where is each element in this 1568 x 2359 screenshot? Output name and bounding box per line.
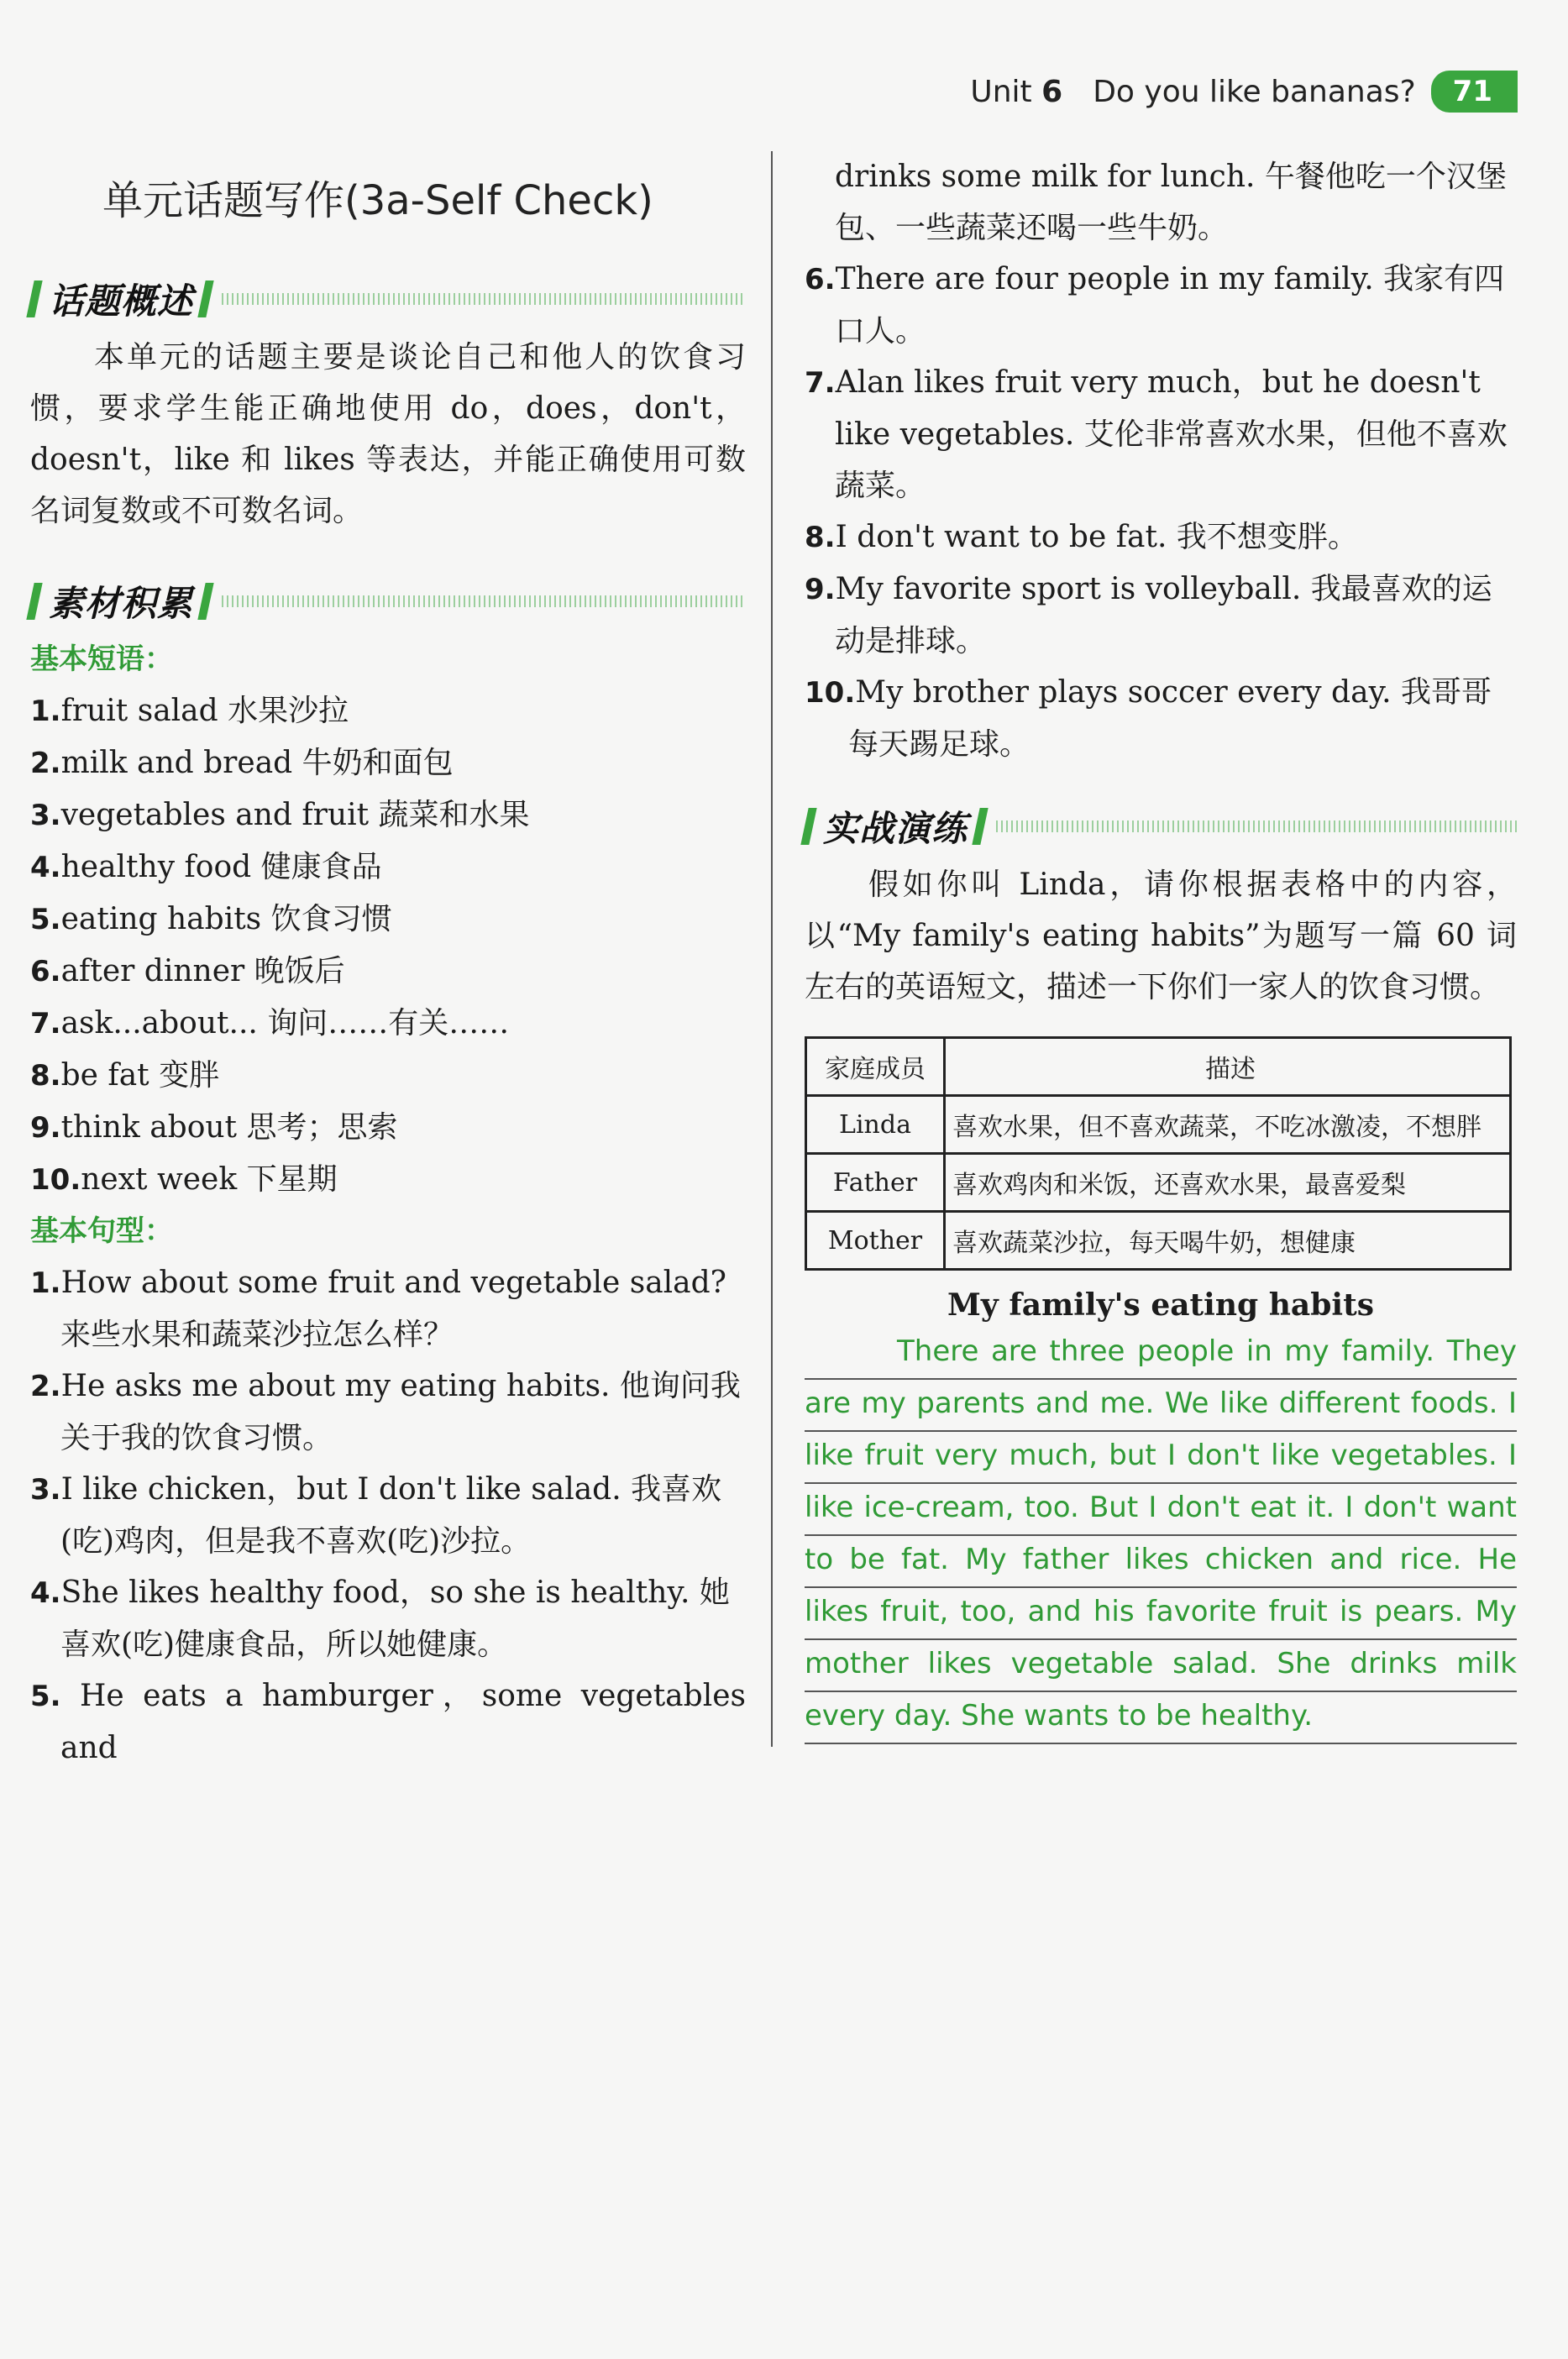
item-number: 10. xyxy=(805,676,856,710)
table-header: 描述 xyxy=(945,1038,1511,1096)
overview-paragraph: 本单元的话题主要是谈论自己和他人的饮食习惯，要求学生能正确地使用 do，does，don't，doesn't，like 和 likes 等表达，并能正确使用可数名词复数或不可数名词。 xyxy=(30,340,746,528)
heading-rule xyxy=(222,595,746,607)
section-heading-materials xyxy=(30,579,746,624)
essay-body xyxy=(805,1328,1517,1744)
list-item xyxy=(30,841,746,894)
page-title: 单元话题写作(3a-Self Check) xyxy=(102,177,653,224)
item-text: My brother plays soccer every day. 我哥哥每天踢足球。 xyxy=(848,675,1492,762)
family-table xyxy=(805,1036,1512,1271)
item-text: eating habits 饮食习惯 xyxy=(60,902,392,936)
list-item xyxy=(30,998,746,1050)
essay-line: mother likes vegetable salad. She drinks milk xyxy=(805,1640,1517,1692)
sentences-label: 基本句型： xyxy=(30,1214,173,1248)
item-number: 2. xyxy=(30,1370,61,1403)
item-number: 8. xyxy=(805,521,836,554)
item-number: 9. xyxy=(805,573,836,606)
list-item xyxy=(30,789,746,841)
item-number: 1. xyxy=(30,695,61,728)
unit-title: Do you like bananas? xyxy=(1093,74,1416,109)
sentence-list-continued xyxy=(805,254,1517,770)
list-item xyxy=(30,894,746,946)
item-text: ask...about... 询问……有关…… xyxy=(60,1006,510,1041)
essay-line: like ice-cream, too. But I don't eat it. I don't want xyxy=(805,1484,1517,1536)
item-number: 8. xyxy=(30,1059,61,1093)
item-number: 7. xyxy=(805,366,836,400)
item-text: He asks me about my eating habits. 他询问我关于我的饮食习惯。 xyxy=(60,1369,741,1455)
section-title: 话题概述 xyxy=(49,280,194,322)
item-text: fruit salad 水果沙拉 xyxy=(60,694,349,728)
left-column xyxy=(30,151,746,1774)
item-number: 10. xyxy=(30,1163,81,1197)
list-item xyxy=(30,1050,746,1102)
list-item xyxy=(30,1464,746,1567)
item-text: There are four people in my family. 我家有四口人。 xyxy=(835,262,1505,349)
table-cell: Mother xyxy=(806,1212,945,1270)
section-heading-practice xyxy=(805,804,1517,849)
table-row xyxy=(806,1096,1511,1154)
table-row xyxy=(806,1154,1511,1212)
heading-bar-icon xyxy=(197,280,213,317)
essay-line: every day. She wants to be healthy. xyxy=(805,1692,1517,1744)
item-number: 7. xyxy=(30,1007,61,1041)
item-text: think about 思考；思索 xyxy=(60,1110,398,1145)
item-text: next week 下星期 xyxy=(81,1162,338,1197)
list-item xyxy=(30,1567,746,1670)
list-item xyxy=(30,1670,746,1774)
table-header-row xyxy=(806,1038,1511,1096)
list-item xyxy=(805,667,1517,770)
list-item xyxy=(805,254,1517,357)
table-cell: 喜欢蔬菜沙拉，每天喝牛奶，想健康 xyxy=(945,1212,1511,1270)
item-text: How about some fruit and vegetable salad? 来些水果和蔬菜沙拉怎么样？ xyxy=(60,1266,726,1352)
unit-number: 6 xyxy=(1041,74,1063,109)
list-item xyxy=(30,1102,746,1154)
essay-line: like fruit very much, but I don't like vegetables. I xyxy=(805,1432,1517,1484)
item-number: 9. xyxy=(30,1111,61,1145)
list-item xyxy=(30,1154,746,1206)
item-number: 3. xyxy=(30,799,61,832)
item-number: 4. xyxy=(30,1576,61,1610)
item-text: vegetables and fruit 蔬菜和水果 xyxy=(60,798,530,832)
table-cell: 喜欢水果，但不喜欢蔬菜，不吃冰激凌，不想胖 xyxy=(945,1096,1511,1154)
list-item xyxy=(30,737,746,789)
item-number: 6. xyxy=(30,955,61,988)
task-paragraph: 假如你叫 Linda，请你根据表格中的内容，以“My family's eating habits”为题写一篇 60 词左右的英语短文，描述一下你们一家人的饮食习惯。 xyxy=(805,868,1517,1004)
essay-title: My family's eating habits xyxy=(947,1287,1374,1323)
item-number: 1. xyxy=(30,1266,61,1300)
item-text: I like chicken，but I don't like salad. 我喜欢(吃)鸡肉，但是我不喜欢(吃)沙拉。 xyxy=(60,1472,722,1559)
table-row xyxy=(806,1212,1511,1270)
heading-bar-icon xyxy=(800,808,816,845)
item-number: 6. xyxy=(805,263,836,296)
phrases-label: 基本短语： xyxy=(30,642,173,676)
table-cell: 喜欢鸡肉和米饭，还喜欢水果，最喜爱梨 xyxy=(945,1154,1511,1212)
item-number: 2. xyxy=(30,747,61,780)
column-divider xyxy=(771,151,773,1747)
running-head xyxy=(970,69,1518,114)
heading-bar-icon xyxy=(26,583,42,620)
item-text: He eats a hamburger，some vegetables and xyxy=(60,1679,746,1765)
section-heading-overview xyxy=(30,276,746,322)
item-text: My favorite sport is volleyball. 我最喜欢的运动是排球。 xyxy=(835,572,1492,658)
essay-line: are my parents and me. We like different foods. I xyxy=(805,1380,1517,1432)
essay-line: to be fat. My father likes chicken and rice. He xyxy=(805,1536,1517,1588)
heading-bar-icon xyxy=(197,583,213,620)
item-text: healthy food 健康食品 xyxy=(60,850,382,884)
item-number: 3. xyxy=(30,1473,61,1507)
item-number: 5. xyxy=(30,903,61,936)
item-text: after dinner 晚饭后 xyxy=(60,954,345,988)
sentence-list xyxy=(30,1257,746,1774)
item-text: I don't want to be fat. 我不想变胖。 xyxy=(835,520,1358,554)
table-header: 家庭成员 xyxy=(806,1038,945,1096)
item-number: 4. xyxy=(30,851,61,884)
item-text: milk and bread 牛奶和面包 xyxy=(60,746,454,780)
essay-line: likes fruit, too, and his favorite fruit is pears. My xyxy=(805,1588,1517,1640)
list-item xyxy=(30,685,746,737)
list-item xyxy=(30,1257,746,1360)
table-cell: Linda xyxy=(806,1096,945,1154)
item-text: Alan likes fruit very much，but he doesn't like vegetables. 艾伦非常喜欢水果，但他不喜欢蔬菜。 xyxy=(835,365,1508,503)
item-number: 5. xyxy=(30,1680,61,1713)
heading-bar-icon xyxy=(26,280,42,317)
item-text: be fat 变胖 xyxy=(60,1058,220,1093)
table-cell: Father xyxy=(806,1154,945,1212)
phrase-list xyxy=(30,685,746,1206)
list-item xyxy=(805,357,1517,511)
heading-rule xyxy=(222,293,746,305)
list-item xyxy=(805,564,1517,667)
page-number: 71 xyxy=(1431,71,1518,113)
section-title: 实战演练 xyxy=(823,808,968,849)
list-item xyxy=(30,1360,746,1464)
essay-line: There are three people in my family. They xyxy=(805,1328,1517,1380)
right-column xyxy=(805,151,1517,1744)
section-title: 素材积累 xyxy=(49,583,194,624)
unit-label: Unit 6 xyxy=(970,74,1063,109)
heading-bar-icon xyxy=(972,808,988,845)
list-item xyxy=(30,946,746,998)
sentence-continuation: drinks some milk for lunch. 午餐他吃一个汉堡包、一些蔬菜还喝一些牛奶。 xyxy=(835,160,1507,245)
item-text: She likes healthy food，so she is healthy. 她喜欢(吃)健康食品，所以她健康。 xyxy=(60,1575,730,1662)
list-item xyxy=(805,511,1517,564)
heading-rule xyxy=(996,820,1517,832)
